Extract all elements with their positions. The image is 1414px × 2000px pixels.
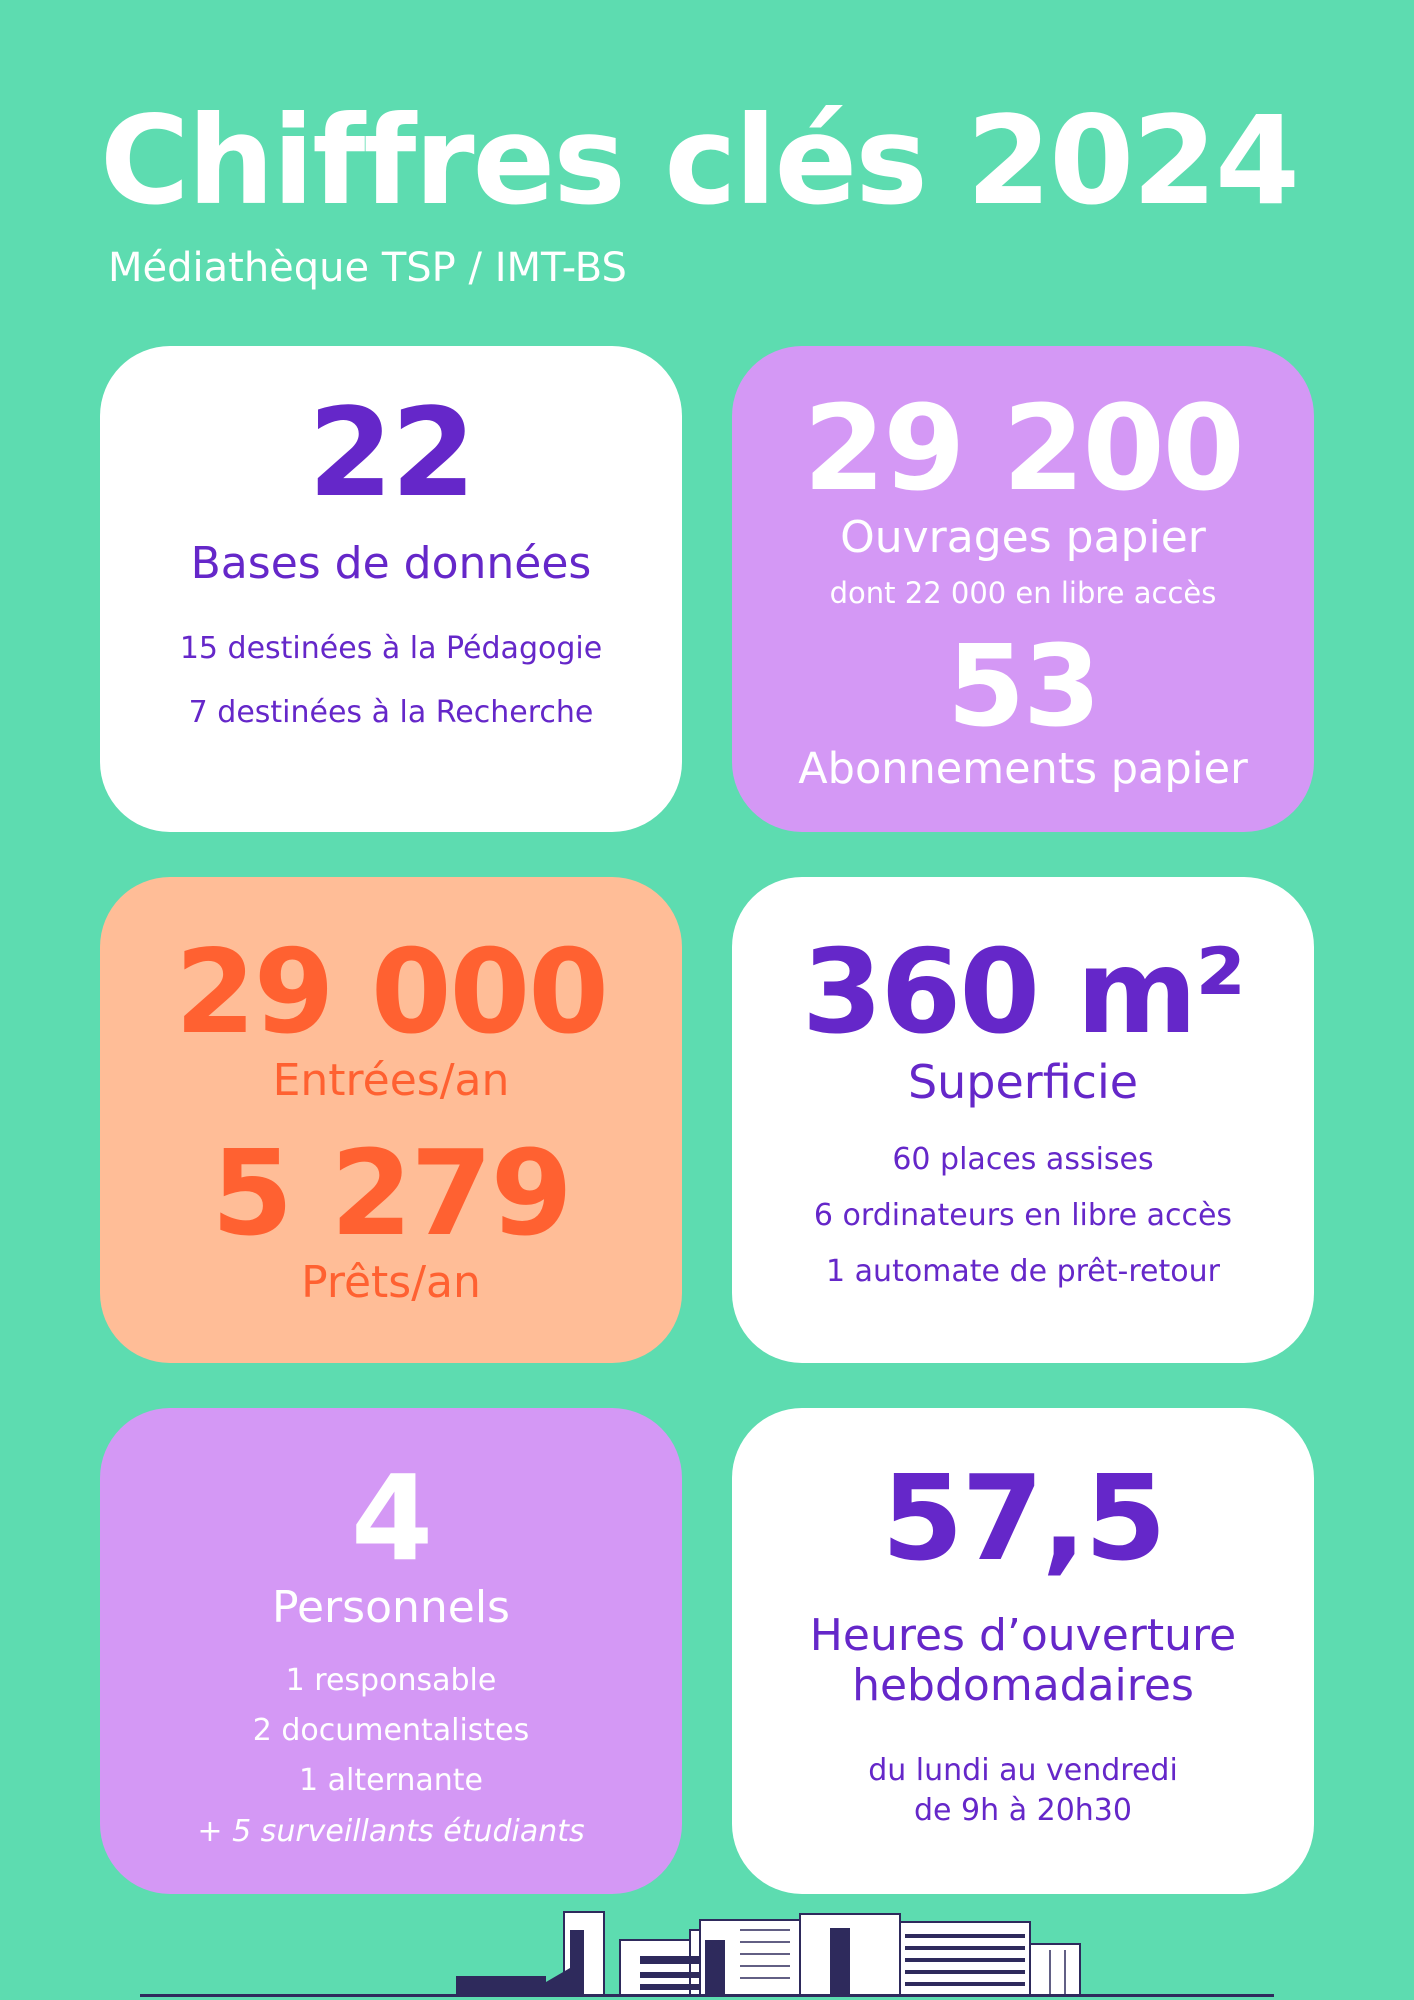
books-number: 29 200	[803, 379, 1243, 517]
staff-detail: 1 alternante	[299, 1763, 483, 1798]
campus-buildings-illustration	[140, 1900, 1274, 2000]
hours-detail: de 9h à 20h30	[914, 1793, 1132, 1828]
area-number: 360 m²	[801, 925, 1245, 1060]
staff-detail: 2 documentalistes	[252, 1713, 530, 1748]
staff-label: Personnels	[272, 1582, 510, 1633]
card-staff	[100, 1408, 682, 1894]
hours-detail: du lundi au vendredi	[868, 1753, 1178, 1788]
card-books	[732, 346, 1314, 832]
loans-number: 5 279	[211, 1124, 571, 1262]
databases-number: 22	[308, 382, 474, 524]
staff-detail: 1 responsable	[285, 1663, 497, 1698]
loans-label: Prêts/an	[301, 1257, 481, 1308]
visits-number: 29 000	[175, 925, 607, 1060]
staff-detail: + 5 surveillants étudiants	[197, 1814, 585, 1849]
visits-label: Entrées/an	[272, 1055, 510, 1106]
subscriptions-label: Abonnements papier	[798, 744, 1248, 794]
hours-number: 57,5	[881, 1449, 1165, 1587]
hours-label: Heures d’ouverture	[809, 1610, 1237, 1661]
databases-detail: 7 destinées à la Recherche	[188, 695, 594, 730]
books-label: Ouvrages papier	[840, 512, 1206, 563]
page-subtitle: Médiathèque TSP / IMT-BS	[108, 245, 627, 291]
card-visits	[100, 877, 682, 1363]
staff-number: 4	[350, 1449, 432, 1587]
databases-label: Bases de données	[190, 538, 592, 589]
card-area	[732, 877, 1314, 1363]
area-detail: 1 automate de prêt-retour	[826, 1254, 1220, 1289]
area-detail: 6 ordinateurs en libre accès	[813, 1198, 1233, 1233]
area-detail: 60 places assises	[892, 1142, 1154, 1177]
hours-label: hebdomadaires	[852, 1660, 1194, 1711]
page-title: Chiffres clés 2024	[100, 90, 1298, 232]
subscriptions-number: 53	[947, 622, 1099, 752]
area-label: Superficie	[907, 1055, 1139, 1109]
books-note: dont 22 000 en libre accès	[829, 576, 1217, 610]
card-hours	[732, 1408, 1314, 1894]
card-databases	[100, 346, 682, 832]
databases-detail: 15 destinées à la Pédagogie	[179, 631, 603, 666]
